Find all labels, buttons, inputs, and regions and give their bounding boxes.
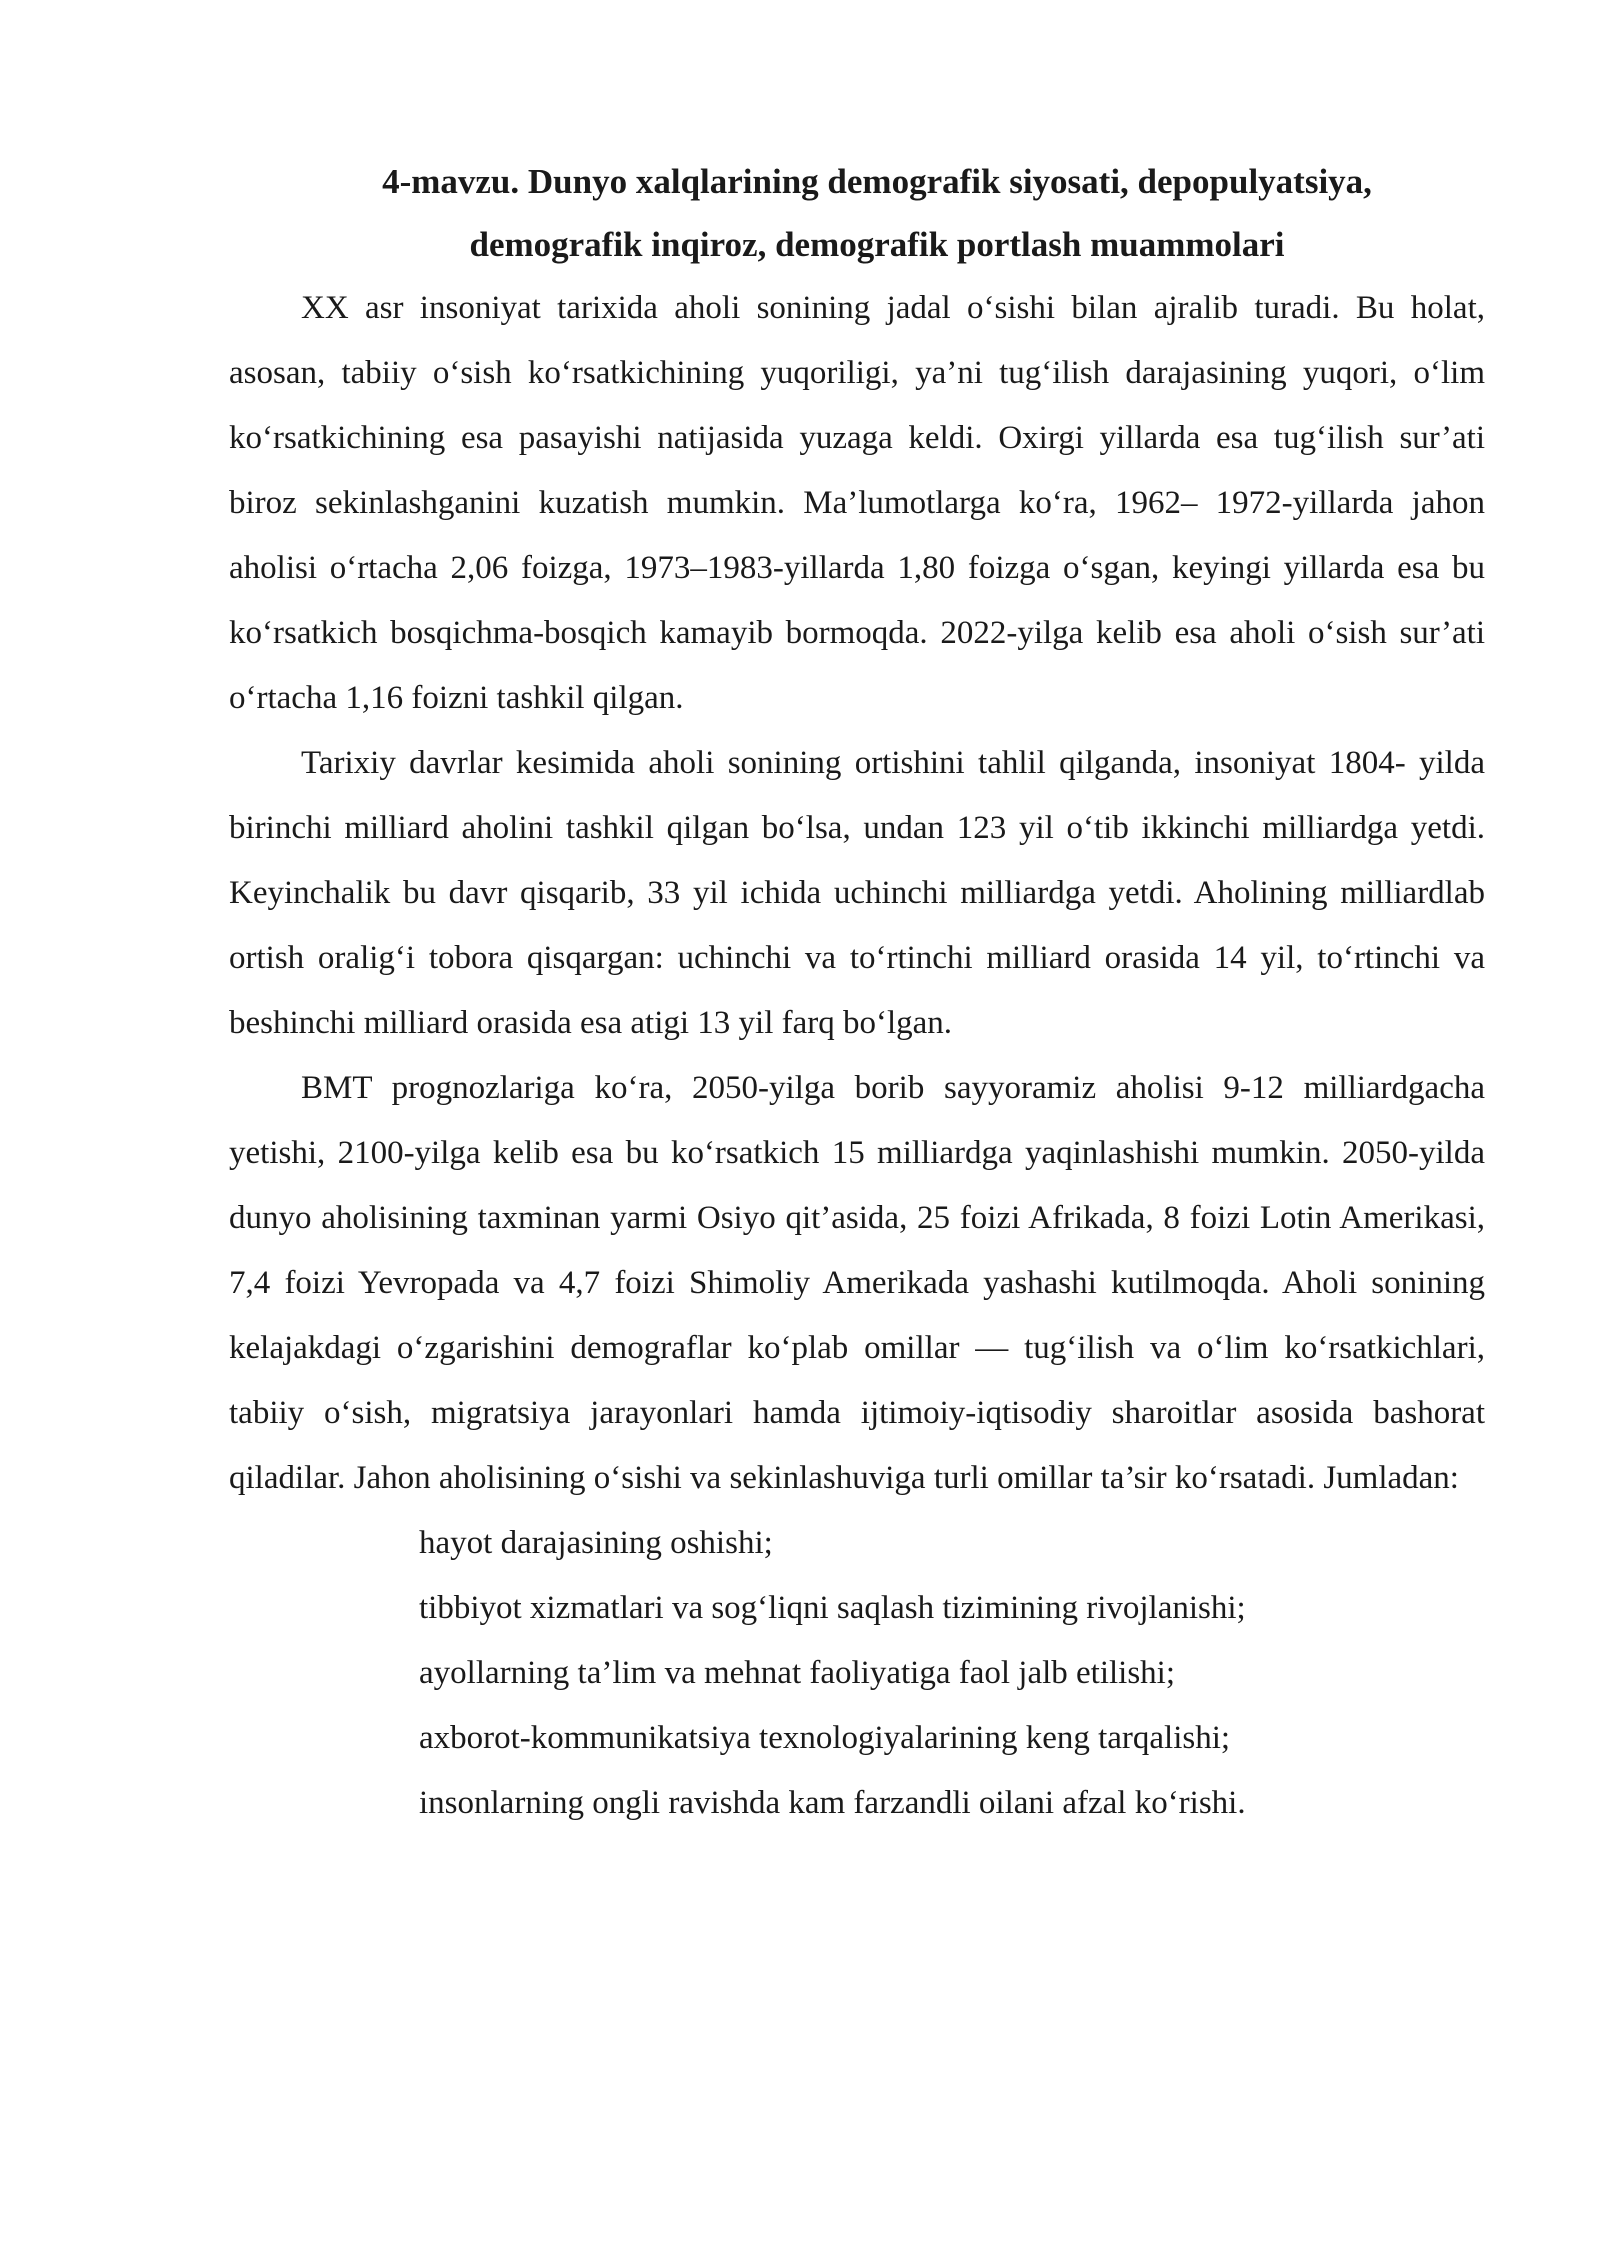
list-item: axborot-kommunikatsiya texnologiyalarining keng tarqalishi; [419, 1720, 1231, 1756]
paragraph-un-forecasts: BMT prognozlariga ko‘ra, 2050-yilga borib sayyoramiz aholisi 9-12 milliardgacha yetishi, 2100-yilga kelib esa bu ko‘rsatkich 15 milliardga yaqinlashishi mumkin. 2050-yilda dunyo aholisining taxminan yarmi Osiyo qit’asida, 25 foizi Afrikada, 8 foizi Lotin Amerikasi, 7,4 foizi Yevropada va 4,7 foizi Shimoliy Amerikada yashashi kutilmoqda. Aholi sonining kelajakdagi o‘zgarishini demograflar ko‘plab omillar — tug‘ilish va o‘lim ko‘rsatkichlari, tabiiy o‘sish, migratsiya jarayonlari hamda ijtimoiy-iqtisodiy sharoitlar asosida bashorat qiladilar. Jahon aholisining o‘sishi va sekinlashuviga turli omillar ta’sir ko‘rsatadi. Jumladan: [229, 1070, 1485, 1496]
list-item: insonlarning ongli ravishda kam farzandli oilani afzal ko‘rishi. [419, 1785, 1246, 1821]
paragraph-growth-rates: XX asr insoniyat tarixida aholi sonining jadal o‘sishi bilan ajralib turadi. Bu holat, asosan, tabiiy o‘sish ko‘rsatkichining yuqoriligi, ya’ni tug‘ilish darajasining yuqori, o‘lim ko‘rsatkichining esa pasayishi natijasida yuzaga keldi. Oxirgi yillarda esa tug‘ilish sur’ati biroz sekinlashganini kuzatish mumkin. Ma’lumotlarga ko‘ra, 1962– 1972-yillarda jahon aholisi o‘rtacha 2,06 foizga, 1973–1983-yillarda 1,80 foizga o‘sgan, keyingi yillarda esa bu ko‘rsatkich bosqichma-bosqich kamayib bormoqda. 2022-yilga kelib esa aholi o‘sish sur’ati o‘rtacha 1,16 foizni tashkil qilgan. [229, 290, 1485, 716]
paragraph-historical-billions: Tarixiy davrlar kesimida aholi sonining ortishini tahlil qilganda, insoniyat 1804- yilda birinchi milliard aholini tashkil qilgan bo‘lsa, undan 123 yil o‘tib ikkinchi milliardga yetdi. Keyinchalik bu davr qisqarib, 33 yil ichida uchinchi milliardga yetdi. Aholining milliardlab ortish oralig‘i tobora qisqargan: uchinchi va to‘rtinchi milliard orasida 14 yil, to‘rtinchi va beshinchi milliard orasida esa atigi 13 yil farq bo‘lgan. [229, 745, 1485, 1041]
document-page [229, 150, 1485, 1836]
list-item: ayollarning ta’lim va mehnat faoliyatiga faol jalb etilishi; [419, 1655, 1176, 1691]
list-item: tibbiyot xizmatlari va sog‘liqni saqlash tizimining rivojlanishi; [419, 1590, 1246, 1626]
document-title [229, 150, 1485, 276]
title-line-2: demografik inqiroz, demografik portlash muammolari [469, 225, 1285, 264]
list-item: hayot darajasining oshishi; [419, 1525, 773, 1561]
title-line-1: 4-mavzu. Dunyo xalqlarining demografik siyosati, depopulyatsiya, [382, 162, 1372, 201]
factors-list [229, 1511, 1485, 1836]
